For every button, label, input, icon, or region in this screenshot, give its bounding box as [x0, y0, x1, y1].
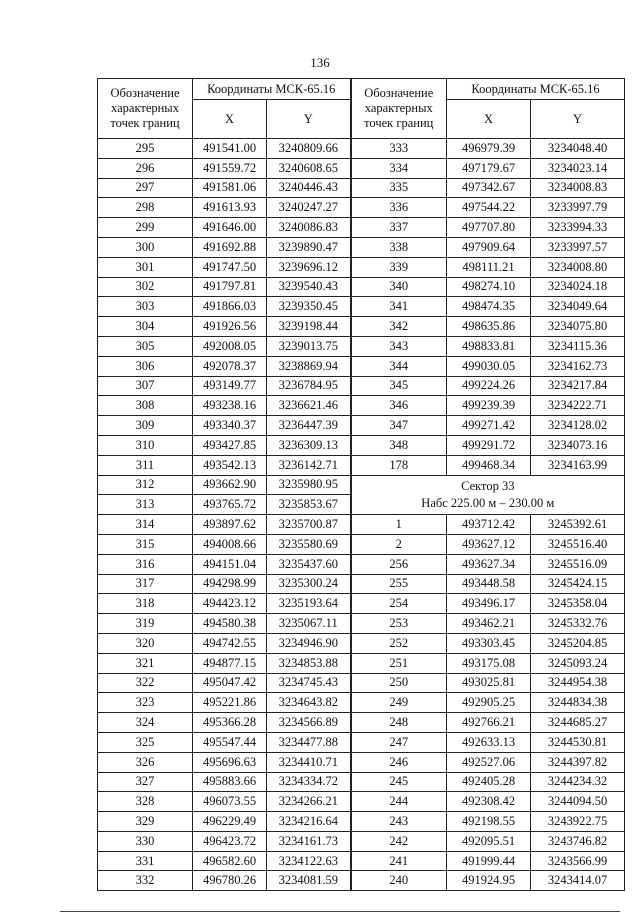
table-row	[98, 812, 625, 832]
table-row	[98, 396, 625, 416]
left-x-cell: 496229.49	[193, 812, 267, 832]
left-x-cell: 495366.28	[193, 713, 267, 733]
left-x-cell: 491747.50	[193, 257, 267, 277]
table-row	[98, 277, 625, 297]
right-y-cell: 3243566.99	[531, 851, 625, 871]
right-x-cell: 492198.55	[447, 812, 531, 832]
left-point-cell: 317	[98, 574, 193, 594]
right-y-cell: 3234075.80	[531, 317, 625, 337]
left-x-cell: 494151.04	[193, 554, 267, 574]
left-point-cell: 316	[98, 554, 193, 574]
right-point-cell: 253	[351, 614, 447, 634]
left-point-cell: 305	[98, 336, 193, 356]
left-y-cell: 3235700.87	[267, 515, 351, 535]
right-point-cell: 334	[351, 158, 447, 178]
right-x-cell: 499239.39	[447, 396, 531, 416]
table-row	[98, 356, 625, 376]
left-x-cell: 494008.66	[193, 534, 267, 554]
right-coords-header: Координаты МСК-65.16	[447, 79, 625, 100]
left-point-cell: 320	[98, 633, 193, 653]
left-x-cell: 493340.37	[193, 416, 267, 436]
right-x-header: X	[447, 100, 531, 139]
left-point-cell: 321	[98, 653, 193, 673]
right-y-cell: 3234008.83	[531, 178, 625, 198]
table-row	[98, 792, 625, 812]
right-y-cell: 3243414.07	[531, 871, 625, 891]
left-point-header: Обозначение характерных точек границ	[98, 79, 193, 139]
left-x-cell: 494423.12	[193, 594, 267, 614]
right-point-cell: 335	[351, 178, 447, 198]
left-x-cell: 492008.05	[193, 336, 267, 356]
left-x-cell: 495221.86	[193, 693, 267, 713]
left-x-cell: 495883.66	[193, 772, 267, 792]
left-x-cell: 491646.00	[193, 218, 267, 238]
right-y-cell: 3234023.14	[531, 158, 625, 178]
right-point-cell: 341	[351, 297, 447, 317]
table-row	[98, 653, 625, 673]
right-point-cell: 249	[351, 693, 447, 713]
right-x-cell: 499224.26	[447, 376, 531, 396]
left-y-cell: 3240446.43	[267, 178, 351, 198]
right-y-cell: 3244685.27	[531, 713, 625, 733]
left-x-cell: 494580.38	[193, 614, 267, 634]
table-row	[98, 455, 625, 475]
right-y-cell: 3233994.33	[531, 218, 625, 238]
table-row	[98, 732, 625, 752]
left-y-cell: 3239696.12	[267, 257, 351, 277]
right-x-cell: 493627.34	[447, 554, 531, 574]
right-point-cell: 337	[351, 218, 447, 238]
right-y-cell: 3245392.61	[531, 515, 625, 535]
table-row	[98, 614, 625, 634]
right-x-cell: 497179.67	[447, 158, 531, 178]
right-y-cell: 3244397.82	[531, 752, 625, 772]
right-point-cell: 255	[351, 574, 447, 594]
right-y-cell: 3233997.57	[531, 237, 625, 257]
left-point-cell: 295	[98, 139, 193, 159]
left-x-cell: 494742.55	[193, 633, 267, 653]
left-point-cell: 304	[98, 317, 193, 337]
left-x-cell: 494298.99	[193, 574, 267, 594]
right-x-cell: 498111.21	[447, 257, 531, 277]
table-row	[98, 594, 625, 614]
table-row	[98, 297, 625, 317]
right-point-cell: 240	[351, 871, 447, 891]
left-point-cell: 312	[98, 475, 193, 495]
left-y-cell: 3234334.72	[267, 772, 351, 792]
table-row	[98, 574, 625, 594]
left-y-cell: 3236142.71	[267, 455, 351, 475]
left-y-cell: 3235853.67	[267, 495, 351, 515]
left-x-cell: 496780.26	[193, 871, 267, 891]
left-point-cell: 296	[98, 158, 193, 178]
left-x-cell: 493238.16	[193, 396, 267, 416]
left-x-cell: 495047.42	[193, 673, 267, 693]
right-y-cell: 3244954.38	[531, 673, 625, 693]
table-row	[98, 752, 625, 772]
right-x-cell: 497544.22	[447, 198, 531, 218]
left-point-cell: 301	[98, 257, 193, 277]
right-point-cell: 342	[351, 317, 447, 337]
left-x-cell: 493427.85	[193, 435, 267, 455]
left-point-cell: 314	[98, 515, 193, 535]
left-y-cell: 3235300.24	[267, 574, 351, 594]
table-row	[98, 317, 625, 337]
left-x-cell: 496423.72	[193, 831, 267, 851]
right-point-cell: 243	[351, 812, 447, 832]
right-x-cell: 497909.64	[447, 237, 531, 257]
sector-height: Набс 225.00 м – 230.00 м	[421, 495, 555, 510]
right-point-cell: 244	[351, 792, 447, 812]
left-y-cell: 3234745.43	[267, 673, 351, 693]
table-body	[98, 139, 625, 891]
right-x-cell: 493303.45	[447, 633, 531, 653]
right-point-cell: 254	[351, 594, 447, 614]
right-y-cell: 3234162.73	[531, 356, 625, 376]
left-y-cell: 3238869.94	[267, 356, 351, 376]
left-x-cell: 491797.81	[193, 277, 267, 297]
right-y-cell: 3234049.64	[531, 297, 625, 317]
right-x-cell: 492527.06	[447, 752, 531, 772]
left-y-cell: 3234643.82	[267, 693, 351, 713]
table-row	[98, 475, 625, 495]
left-x-cell: 491581.06	[193, 178, 267, 198]
right-y-cell: 3244530.81	[531, 732, 625, 752]
left-point-cell: 315	[98, 534, 193, 554]
right-x-cell: 493462.21	[447, 614, 531, 634]
left-point-cell: 323	[98, 693, 193, 713]
table-row	[98, 713, 625, 733]
right-point-cell: 339	[351, 257, 447, 277]
left-point-cell: 302	[98, 277, 193, 297]
left-point-cell: 332	[98, 871, 193, 891]
right-point-cell: 344	[351, 356, 447, 376]
right-y-cell: 3234073.16	[531, 435, 625, 455]
left-y-cell: 3236784.95	[267, 376, 351, 396]
left-y-cell: 3234410.71	[267, 752, 351, 772]
left-x-cell: 492078.37	[193, 356, 267, 376]
right-point-cell: 242	[351, 831, 447, 851]
right-y-cell: 3245093.24	[531, 653, 625, 673]
left-y-cell: 3236309.13	[267, 435, 351, 455]
right-y-cell: 3234128.02	[531, 416, 625, 436]
right-x-cell: 498274.10	[447, 277, 531, 297]
right-y-cell: 3234048.40	[531, 139, 625, 159]
right-y-cell: 3245516.40	[531, 534, 625, 554]
left-y-cell: 3240809.66	[267, 139, 351, 159]
table-row	[98, 336, 625, 356]
right-x-cell: 499271.42	[447, 416, 531, 436]
right-y-cell: 3244834.38	[531, 693, 625, 713]
right-x-cell: 498474.35	[447, 297, 531, 317]
right-x-cell: 493712.42	[447, 515, 531, 535]
left-point-cell: 300	[98, 237, 193, 257]
table-row	[98, 178, 625, 198]
left-point-cell: 308	[98, 396, 193, 416]
right-point-cell: 348	[351, 435, 447, 455]
left-x-cell: 493542.13	[193, 455, 267, 475]
right-y-cell: 3243922.75	[531, 812, 625, 832]
left-y-cell: 3235067.11	[267, 614, 351, 634]
table-row	[98, 693, 625, 713]
left-point-cell: 322	[98, 673, 193, 693]
left-x-cell: 493765.72	[193, 495, 267, 515]
right-point-cell: 345	[351, 376, 447, 396]
left-y-cell: 3234216.64	[267, 812, 351, 832]
left-x-cell: 493897.62	[193, 515, 267, 535]
right-point-cell: 245	[351, 772, 447, 792]
right-x-cell: 492308.42	[447, 792, 531, 812]
left-y-cell: 3240608.65	[267, 158, 351, 178]
right-x-cell: 493496.17	[447, 594, 531, 614]
left-x-cell: 496582.60	[193, 851, 267, 871]
right-x-cell: 491924.95	[447, 871, 531, 891]
left-y-cell: 3236447.39	[267, 416, 351, 436]
right-point-cell: 246	[351, 752, 447, 772]
left-y-cell: 3239198.44	[267, 317, 351, 337]
left-point-cell: 306	[98, 356, 193, 376]
right-x-cell: 493627.12	[447, 534, 531, 554]
left-y-cell: 3239350.45	[267, 297, 351, 317]
table-row	[98, 139, 625, 159]
right-y-cell: 3234024.18	[531, 277, 625, 297]
left-point-cell: 331	[98, 851, 193, 871]
left-y-cell: 3234122.63	[267, 851, 351, 871]
page-number: 136	[310, 55, 330, 70]
right-y-cell: 3245358.04	[531, 594, 625, 614]
table-row	[98, 198, 625, 218]
sector-title: Сектор 33	[461, 478, 515, 493]
right-point-cell: 338	[351, 237, 447, 257]
left-point-cell: 318	[98, 594, 193, 614]
left-x-cell: 491926.56	[193, 317, 267, 337]
right-point-cell: 1	[351, 515, 447, 535]
left-y-cell: 3240247.27	[267, 198, 351, 218]
left-x-cell: 493662.90	[193, 475, 267, 495]
table-row	[98, 218, 625, 238]
left-y-cell: 3239540.43	[267, 277, 351, 297]
left-point-cell: 319	[98, 614, 193, 634]
left-point-cell: 307	[98, 376, 193, 396]
right-point-cell: 340	[351, 277, 447, 297]
right-y-cell: 3234163.99	[531, 455, 625, 475]
left-point-cell: 298	[98, 198, 193, 218]
left-y-cell: 3239013.75	[267, 336, 351, 356]
table-row	[98, 554, 625, 574]
right-x-cell: 491999.44	[447, 851, 531, 871]
left-x-header: X	[193, 100, 267, 139]
left-coords-header: Координаты МСК-65.16	[193, 79, 351, 100]
table-row	[98, 376, 625, 396]
left-y-cell: 3240086.83	[267, 218, 351, 238]
right-x-cell: 496979.39	[447, 139, 531, 159]
right-y-cell: 3234115.36	[531, 336, 625, 356]
left-y-cell: 3235580.69	[267, 534, 351, 554]
left-y-cell: 3239890.47	[267, 237, 351, 257]
right-x-cell: 492905.25	[447, 693, 531, 713]
left-point-cell: 311	[98, 455, 193, 475]
right-y-cell: 3234008.80	[531, 257, 625, 277]
right-point-cell: 333	[351, 139, 447, 159]
left-y-cell: 3235193.64	[267, 594, 351, 614]
right-x-cell: 497707.80	[447, 218, 531, 238]
right-x-cell: 499030.05	[447, 356, 531, 376]
right-point-cell: 336	[351, 198, 447, 218]
table-row	[98, 158, 625, 178]
left-y-cell: 3234477.88	[267, 732, 351, 752]
right-y-cell: 3245516.09	[531, 554, 625, 574]
right-point-header: Обозначение характерных точек границ	[351, 79, 447, 139]
left-point-cell: 297	[98, 178, 193, 198]
left-point-cell: 313	[98, 495, 193, 515]
right-y-cell: 3244234.32	[531, 772, 625, 792]
table-row	[98, 772, 625, 792]
right-x-cell: 492095.51	[447, 831, 531, 851]
left-x-cell: 491692.88	[193, 237, 267, 257]
left-point-cell: 326	[98, 752, 193, 772]
right-y-cell: 3234222.71	[531, 396, 625, 416]
left-x-cell: 495696.63	[193, 752, 267, 772]
table-row	[98, 871, 625, 891]
right-x-cell: 499468.34	[447, 455, 531, 475]
right-y-cell: 3245204.85	[531, 633, 625, 653]
left-y-cell: 3236621.46	[267, 396, 351, 416]
right-y-cell: 3245332.76	[531, 614, 625, 634]
left-point-cell: 328	[98, 792, 193, 812]
right-point-cell: 347	[351, 416, 447, 436]
right-point-cell: 241	[351, 851, 447, 871]
table-row	[98, 534, 625, 554]
left-x-cell: 491613.93	[193, 198, 267, 218]
left-y-cell: 3234946.90	[267, 633, 351, 653]
right-x-cell: 492766.21	[447, 713, 531, 733]
table-row	[98, 673, 625, 693]
left-point-cell: 330	[98, 831, 193, 851]
left-x-cell: 493149.77	[193, 376, 267, 396]
right-point-cell: 247	[351, 732, 447, 752]
table-row	[98, 257, 625, 277]
right-point-cell: 256	[351, 554, 447, 574]
right-x-cell: 492633.13	[447, 732, 531, 752]
right-x-cell: 493175.08	[447, 653, 531, 673]
left-x-cell: 491559.72	[193, 158, 267, 178]
table-row	[98, 831, 625, 851]
right-y-cell: 3234217.84	[531, 376, 625, 396]
right-point-cell: 252	[351, 633, 447, 653]
right-x-cell: 493448.58	[447, 574, 531, 594]
left-y-header: Y	[267, 100, 351, 139]
sector-heading	[351, 475, 625, 515]
left-x-cell: 491541.00	[193, 139, 267, 159]
left-y-cell: 3234566.89	[267, 713, 351, 733]
right-x-cell: 497342.67	[447, 178, 531, 198]
left-point-cell: 303	[98, 297, 193, 317]
left-point-cell: 309	[98, 416, 193, 436]
right-x-cell: 493025.81	[447, 673, 531, 693]
right-point-cell: 251	[351, 653, 447, 673]
right-point-cell: 2	[351, 534, 447, 554]
table-row	[98, 851, 625, 871]
left-point-cell: 324	[98, 713, 193, 733]
left-x-cell: 494877.15	[193, 653, 267, 673]
table-row	[98, 515, 625, 535]
right-y-cell: 3244094.50	[531, 792, 625, 812]
left-x-cell: 491866.03	[193, 297, 267, 317]
left-point-cell: 299	[98, 218, 193, 238]
table-row	[98, 633, 625, 653]
left-y-cell: 3234161.73	[267, 831, 351, 851]
left-y-cell: 3235980.95	[267, 475, 351, 495]
right-x-cell: 499291.72	[447, 435, 531, 455]
left-point-cell: 327	[98, 772, 193, 792]
left-point-cell: 310	[98, 435, 193, 455]
table-row	[98, 435, 625, 455]
left-y-cell: 3234081.59	[267, 871, 351, 891]
right-point-cell: 248	[351, 713, 447, 733]
left-y-cell: 3234266.21	[267, 792, 351, 812]
right-point-cell: 346	[351, 396, 447, 416]
table-row	[98, 237, 625, 257]
right-point-cell: 250	[351, 673, 447, 693]
coordinates-table	[97, 78, 625, 891]
left-point-cell: 329	[98, 812, 193, 832]
left-y-cell: 3234853.88	[267, 653, 351, 673]
table-row	[98, 416, 625, 436]
right-y-cell: 3233997.79	[531, 198, 625, 218]
right-y-cell: 3245424.15	[531, 574, 625, 594]
left-y-cell: 3235437.60	[267, 554, 351, 574]
left-x-cell: 496073.55	[193, 792, 267, 812]
left-point-cell: 325	[98, 732, 193, 752]
right-y-cell: 3243746.82	[531, 831, 625, 851]
right-y-header: Y	[531, 100, 625, 139]
right-x-cell: 498635.86	[447, 317, 531, 337]
right-point-cell: 178	[351, 455, 447, 475]
left-x-cell: 495547.44	[193, 732, 267, 752]
right-point-cell: 343	[351, 336, 447, 356]
bottom-rule	[60, 911, 620, 912]
right-x-cell: 498833.81	[447, 336, 531, 356]
right-x-cell: 492405.28	[447, 772, 531, 792]
